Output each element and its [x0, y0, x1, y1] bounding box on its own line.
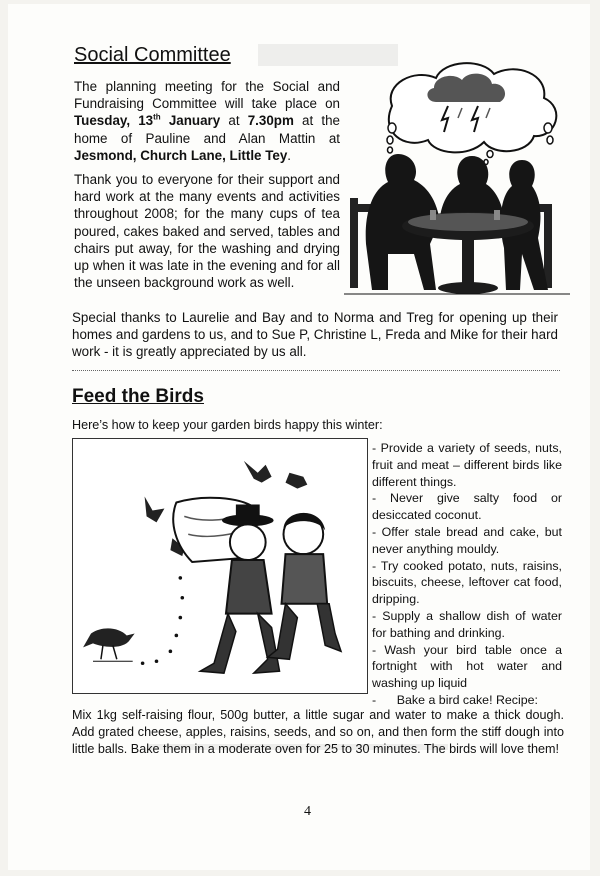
committee-meeting-illustration — [344, 54, 570, 300]
page-number: 4 — [304, 804, 311, 819]
bird-icon — [285, 473, 307, 489]
ground-bird-icon — [83, 628, 135, 647]
feed-the-birds-heading: Feed the Birds — [72, 386, 204, 407]
list-item: - Try cooked potato, nuts, raisins, biscuits, cheese, leftover cat food, dripping. — [372, 558, 562, 607]
thank-you-paragraph: Thank you to everyone for their support and hard work at the many events and activities throughout 2008; for the many cups of tea poured, cakes baked and served, tables and chairs put away, for the washing and drying up when it was late in the evening and for all the unseen background work as well. — [74, 172, 340, 291]
newsletter-page — [8, 4, 590, 870]
list-item: - Offer stale bread and cake, but never anything mouldy. — [372, 524, 562, 556]
bird-icon — [244, 461, 272, 483]
bird-tips-list — [372, 440, 562, 709]
social-committee-heading: Social Committee — [74, 44, 231, 66]
list-item: - Provide a variety of seeds, nuts, fruit and meat – different birds like different things. — [372, 441, 562, 489]
list-item: - Never give salty food or desiccated coconut. — [372, 491, 562, 523]
special-thanks-paragraph: Special thanks to Laurelie and Bay and to Norma and Treg for opening up their homes and gardens to us, and to Sue P, Christine L, Freda and Mike for their hard work - it is greatly appreciated by us all. — [72, 310, 558, 360]
birds-intro: Here’s how to keep your garden birds happy this winter: — [72, 418, 383, 432]
list-item: - Wash your bird table once a fortnight with hot water and washing up liquid — [372, 642, 562, 691]
list-item: - Supply a shallow dish of water for bathing and drinking. — [372, 608, 562, 640]
section-divider — [72, 370, 560, 371]
bird-feeding-illustration — [72, 438, 368, 694]
bird-icon — [145, 497, 165, 523]
bird-cake-recipe: Mix 1kg self-raising flour, 500g butter, a little sugar and water to make a thick dough. Add grated cheese, apples, raisins, seeds, and so on, and then form the stiff dough into little balls. Bake them in a moderate oven for 25 to 30 minutes. The birds will love them! — [72, 708, 564, 757]
list-item: - Bake a bird cake! Recipe: — [372, 692, 538, 707]
meeting-announcement: The planning meeting for the Social and Fundraising Committee will take place on Tuesday, 13th January at 7.30pm at the home of Pauline and Alan Mattin at Jesmond, Church Lane, Little Tey. — [74, 79, 340, 163]
